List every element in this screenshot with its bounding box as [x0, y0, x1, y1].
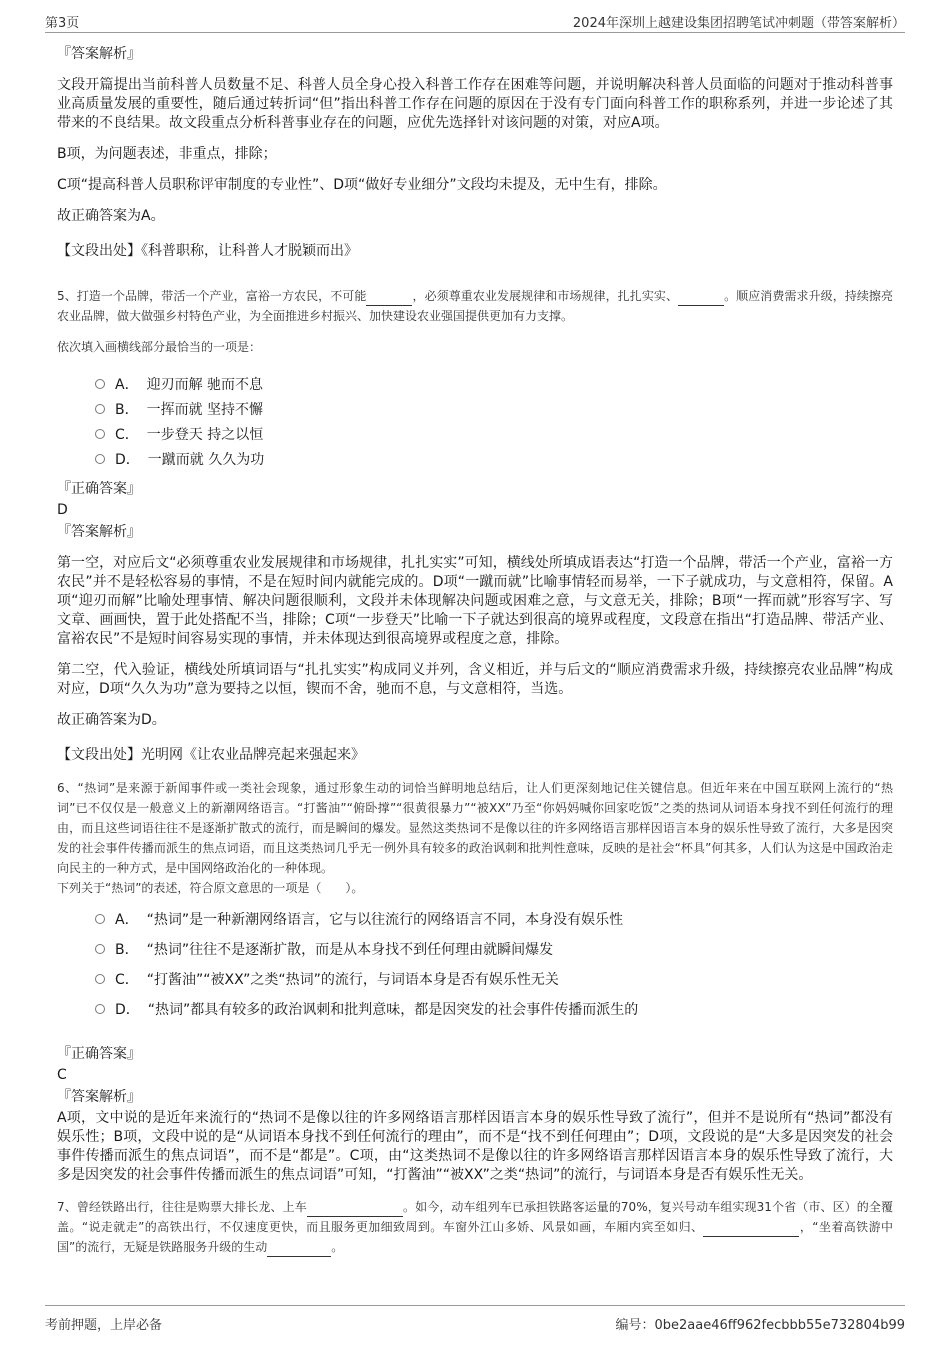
q5-analysis-label: 『答案解析』 — [57, 524, 141, 540]
q6-option-a[interactable]: A． “热词”是一种新潮网络语言，它与以往流行的网络语言不同，本身没有娱乐性 — [95, 904, 893, 934]
radio-icon[interactable] — [95, 379, 105, 389]
q5-answer: D — [57, 502, 68, 518]
q5-correct-label: 『正确答案』 — [57, 481, 141, 497]
radio-icon[interactable] — [95, 454, 105, 464]
q6-analysis-label: 『答案解析』 — [57, 1089, 141, 1105]
q5-option-d[interactable]: D． 一蹴而就 久久为功 — [95, 446, 893, 471]
radio-icon[interactable] — [95, 944, 105, 954]
q5-blank-1 — [366, 291, 412, 306]
document-id: 编号：0be2aae46ff962fecbbb55e732804b99 — [615, 1318, 905, 1333]
q7-blank-2 — [703, 1222, 799, 1237]
radio-icon[interactable] — [95, 914, 105, 924]
page-number: 第3页 — [45, 16, 80, 31]
q5-option-b[interactable]: B． 一挥而就 坚持不懈 — [95, 396, 893, 421]
q6-option-b[interactable]: B． “热词”往往不是逐渐扩散，而是从本身找不到任何理由就瞬间爆发 — [95, 934, 893, 964]
q4-analysis-label: 『答案解析』 — [57, 46, 141, 62]
q5-analysis-p1: 第一空，对应后文“必须尊重农业发展规律和市场规律，扎扎实实”可知，横线处所填成语表达“打造一个品牌，带活一个产业，富裕一方农民”并不是轻松容易的事情，不是在短时间内就能完成的。D项“一蹴而就”比喻事情轻而易举，一下子就成功，与文意相符，保留。A项“迎刃而解”比喻处理事情、解决问题很顺利，文段并未体现解决问题或困难之意，与文意无关，排除；B项“一挥而就”形容写字、写文章、画画快，置于此处搭配不当，排除；C项“一步登天”比喻一下子就达到很高的境界或程度，文段意在指出“打造品牌、带活产业、富裕农民”不是短时间容易实现的事情，并未体现达到很高境界或程度之意，排除。 — [57, 555, 893, 647]
q6-answer: C — [57, 1067, 67, 1083]
q5-prompt: 依次填入画横线部分最恰当的一项是： — [57, 340, 262, 354]
q6-analysis-p1: A项，文中说的是近年来流行的“热词不是像以往的许多网络语言那样因语言本身的娱乐性导致了流行”，但并不是说所有“热词”都没有娱乐性；B项，文段中说的是“从词语本身找不到任何流行的理由”，而不是“找不到任何理由”；D项，文段说的是“大多是因突发的社会事件传播而派生的焦点词语”，而不是“都是”。C项，由“这类热词不是像以往的许多网络语言那样因语言本身的娱乐性导致了流行，大多是因突发的社会事件传播而派生的焦点词语”可知，“打酱油”“被XX”之类“热词”的流行，与词语本身是否有娱乐性无关。 — [57, 1110, 893, 1183]
q6-correct-label: 『正确答案』 — [57, 1046, 141, 1062]
question-5 — [57, 286, 893, 764]
q7-stem: 7、曾经铁路出行，往往是购票大排长龙、上车 。如今，动车组列车已承担铁路客运量的70%，复兴号动车组实现31个省（市、区）的全覆盖。“说走就走”的高铁出行，不仅速度更快，而且服务更加细致周到。车窗外江山多娇、风景如画，车厢内宾至如归、 ，“坐着高铁游中国”的流行，无疑是铁路服务升级的生动 。 — [57, 1197, 893, 1257]
q4-analysis — [57, 44, 893, 260]
question-6 — [57, 778, 893, 1185]
q6-option-c[interactable]: C． “打酱油”“被XX”之类“热词”的流行，与词语本身是否有娱乐性无关 — [95, 964, 893, 994]
q5-source: 【文段出处】光明网《让农业品牌亮起来强起来》 — [57, 747, 365, 763]
q6-prompt: 下列关于“热词”的表述，符合原文意思的一项是（ ）。 — [57, 881, 364, 895]
q4-analysis-p2: B项，为问题表述，非重点，排除； — [57, 146, 277, 162]
q5-blank-2 — [678, 291, 724, 306]
q4-analysis-p4: 故正确答案为A。 — [57, 208, 165, 224]
radio-icon[interactable] — [95, 429, 105, 439]
q5-option-c[interactable]: C． 一步登天 持之以恒 — [95, 421, 893, 446]
radio-icon[interactable] — [95, 1004, 105, 1014]
q4-source: 【文段出处】《科普职称，让科普人才脱颖而出》 — [57, 243, 358, 259]
q5-analysis-p2: 第二空，代入验证，横线处所填词语与“扎扎实实”构成同义并列，含义相近，并与后文的“顺应消费需求升级，持续擦亮农业品牌”构成对应，D项“久久为功”意为要持之以恒，锲而不舍，驰而不息，与文意相符，当选。 — [57, 662, 893, 697]
radio-icon[interactable] — [95, 404, 105, 414]
q4-analysis-p3: C项“提高科普人员职称评审制度的专业性”、D项“做好专业细分”文段均未提及，无中生有，排除。 — [57, 177, 667, 193]
q7-blank-1 — [307, 1202, 403, 1217]
q5-options — [95, 371, 893, 471]
radio-icon[interactable] — [95, 974, 105, 984]
page-content — [57, 44, 893, 1257]
document-title: 2024年深圳上越建设集团招聘笔试冲刺题（带答案解析） — [572, 16, 905, 31]
q5-analysis-p3: 故正确答案为D。 — [57, 712, 166, 728]
q6-stem: 6、“热词”是来源于新闻事件或一类社会现象，通过形象生动的词恰当鲜明地总结后，让人们更深刻地记住关键信息。但近年来在中国互联网上流行的“热词”已不仅仅是一般意义上的新潮网络语言。“打酱油”“俯卧撑”“很黄很暴力”“被XX”乃至“你妈妈喊你回家吃饭”之类的热词从词语本身找不到任何流行的理由，而且这些词语往往不是逐渐扩散式的流行，而是瞬间的爆发。显然这类热词不是像以往的许多网络语言那样因语言本身的娱乐性导致了流行，大多是因突发的社会事件传播而派生的焦点词语，而且这类热词几乎无一例外具有较多的政治讽刺和批判性意味，反映的是社会“杯具”何其多，人们认为这是中国政治走向民主的一种方式，是中国网络政治化的一种体现。 — [57, 781, 893, 875]
page-header — [45, 10, 905, 33]
q6-option-d[interactable]: D． “热词”都具有较多的政治讽刺和批判意味，都是因突发的社会事件传播而派生的 — [95, 994, 893, 1024]
q5-stem: 5、打造一个品牌，带活一个产业，富裕一方农民，不可能 ，必须尊重农业发展规律和市场规律，扎扎实实、 。顺应消费需求升级，持续擦亮农业品牌，做大做强乡村特色产业，为全面推进乡村振兴、加快建设农业强国提供更加有力支撑。 — [57, 289, 893, 323]
question-7 — [57, 1197, 893, 1257]
q4-analysis-p1: 文段开篇提出当前科普人员数量不足、科普人员全身心投入科普工作存在困难等问题，并说明解决科普人员面临的问题对于推动科普事业高质量发展的重要性，随后通过转折词“但”指出科普工作存在问题的原因在于没有专门面向科普工作的职称系列，并进一步论述了其带来的不良结果。故文段重点分析科普事业存在的问题，应优先选择针对该问题的对策，对应A项。 — [57, 77, 893, 131]
q6-options — [95, 904, 893, 1024]
q7-blank-3 — [267, 1242, 331, 1257]
q5-option-a[interactable]: A． 迎刃而解 驰而不息 — [95, 371, 893, 396]
page-footer — [45, 1305, 905, 1333]
footer-slogan: 考前押题，上岸必备 — [45, 1318, 163, 1333]
